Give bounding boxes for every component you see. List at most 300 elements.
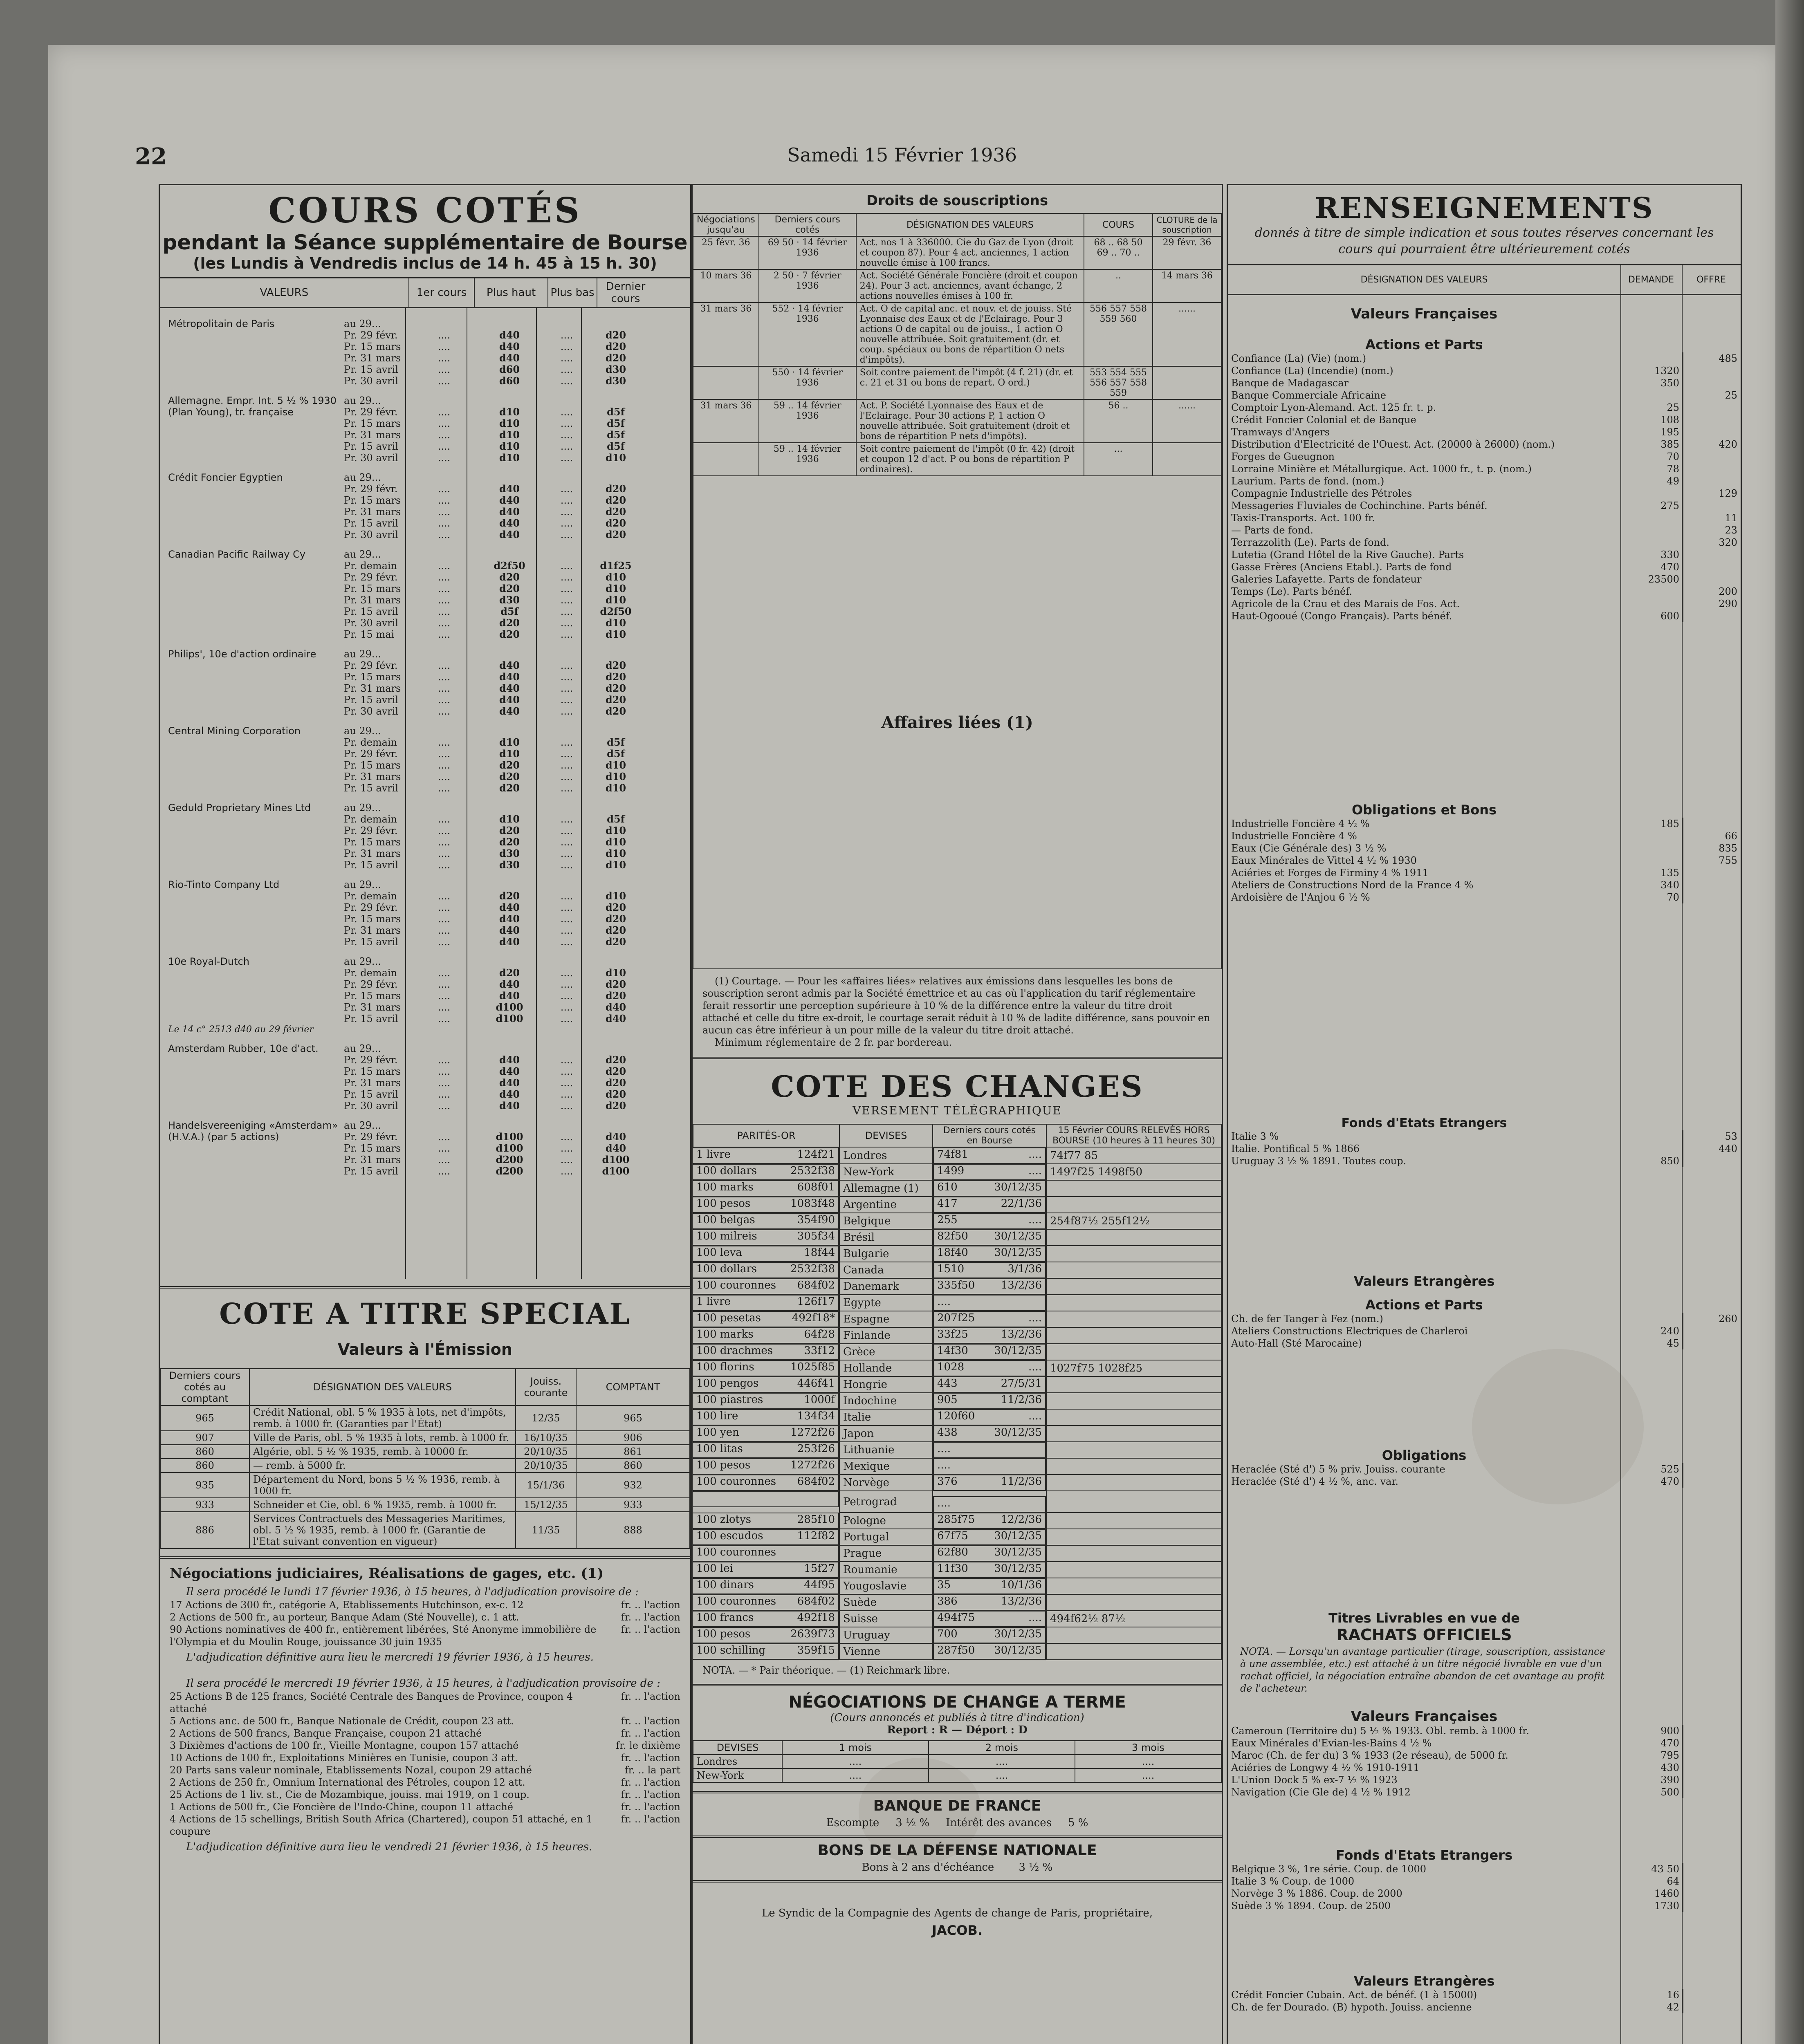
cours-value: 417: [937, 1197, 958, 1210]
renseignement-row: [1228, 1143, 1741, 1155]
change-row: [693, 1180, 1221, 1197]
quote-cell: ....: [560, 452, 573, 464]
quote-cell: d30: [605, 363, 626, 375]
offre-cell: [1683, 879, 1741, 891]
quote-cell: d10: [605, 782, 626, 794]
cours-value: 14f30: [937, 1345, 968, 1357]
cours-date: 30/12/35: [994, 1562, 1042, 1575]
offre-cell: 485: [1683, 352, 1741, 365]
quote-line: [344, 549, 690, 560]
renseignement-row: [1228, 426, 1741, 438]
quote-cell: ....: [560, 694, 573, 706]
quote-line: [344, 341, 690, 352]
demande-cell: 49: [1621, 475, 1683, 487]
parite-cell: [693, 1491, 839, 1507]
quote-cell: Pr. 29 févr.: [344, 483, 398, 495]
dernier-cours-cell: [933, 1496, 1046, 1513]
cours-value: 386: [937, 1595, 958, 1607]
parite-cell: [693, 1278, 839, 1295]
negociation-text: 4 Actions de 15 schellings, British South Africa (Chartered), coupon 51 attaché, en 1 coupure: [170, 1813, 592, 1837]
renseignements-title: RENSEIGNEMENTS: [1315, 191, 1654, 225]
change-row: [693, 1611, 1221, 1627]
definitive-text: L'adjudication définitive aura lieu le mercredi 19 février 1936, à 15 heures.: [186, 1651, 594, 1663]
dernier-cours-cell: [933, 1529, 1046, 1545]
quote-line: [344, 329, 690, 341]
valeur-cell: Haut-Ogooué (Congo Français). Parts bénéf.: [1231, 610, 1452, 622]
quote-lines: [344, 956, 690, 1024]
valeur-cell: Gasse Frères (Anciens Etabl.). Parts de fond: [1231, 561, 1452, 573]
droits-cell: 29 févr. 36: [1153, 236, 1221, 269]
negociation-item: [160, 1813, 690, 1838]
titre-special-row: [160, 1459, 690, 1472]
droits-cell: 2 50 · 7 février 1936: [759, 269, 856, 303]
negociation-price: fr. .. l'action: [621, 1715, 680, 1727]
quote-cell: Pr. 29 févr.: [344, 406, 398, 418]
quote-cell: ....: [560, 441, 573, 452]
valeur-cell: Belgique 3 %, 1re série. Coup. de 1000: [1231, 1863, 1427, 1875]
demande-cell: 385: [1621, 438, 1683, 450]
quote-cell: ....: [560, 617, 573, 629]
titre-special-cell: Crédit National, obl. 5 % 1935 à lots, net d'impôts, remb. à 1000 fr. (Garanties par l'État): [249, 1405, 516, 1431]
quote-cell: d100: [602, 1165, 630, 1177]
quote-cell: d20: [605, 1065, 626, 1077]
grid-line: [405, 308, 406, 1279]
quote-cell: [589, 802, 642, 814]
quote-cell: d10: [499, 736, 520, 748]
parite-unit: 100 piastres: [696, 1394, 763, 1406]
quote-line: [344, 406, 690, 418]
quote-cell: Pr. 15 mars: [344, 418, 401, 429]
devise-cell: Suisse: [839, 1611, 933, 1627]
valeur-cell: Eaux Minérales d'Evian-les-Bains 4 ½ %: [1231, 1737, 1432, 1749]
renseignement-row: [1228, 1786, 1741, 1798]
terme-cell: New-York: [693, 1768, 782, 1782]
change-row: [693, 1425, 1221, 1442]
parite-cell: [693, 1545, 839, 1562]
cours-value: 82f50: [937, 1230, 968, 1242]
parite-unit: 100 pengos: [696, 1377, 759, 1390]
terme-cell: ....: [1075, 1755, 1221, 1768]
quote-cell: Pr. 15 mars: [344, 583, 401, 594]
offre-cell: [1683, 818, 1741, 830]
quote-cell: d20: [605, 705, 626, 717]
dernier-cours-cell: [933, 1327, 1046, 1344]
demande-cell: 390: [1621, 1774, 1683, 1786]
offre-cell: [1683, 1463, 1741, 1475]
parite-value: 2639f73: [790, 1628, 835, 1640]
quote-cell: d40: [499, 329, 520, 341]
offre-cell: [1683, 1887, 1741, 1900]
negociation-text: 10 Actions de 100 fr., Exploitations Minières en Tunisie, coupon 3 att.: [170, 1752, 518, 1764]
parite-unit: 100 litas: [696, 1443, 743, 1455]
quote-cell: ....: [560, 529, 573, 540]
negociation-price: fr. .. la part: [624, 1764, 680, 1776]
quote-cell: ....: [560, 518, 573, 529]
change-row: [693, 1262, 1221, 1278]
quote-cell: d20: [605, 329, 626, 341]
quote-cell: d20: [605, 990, 626, 1002]
negociation-text: 2 Actions de 500 fr., au porteur, Banque Adam (Sté Nouvelle), c. 1 att.: [170, 1611, 519, 1623]
quote-line: [344, 782, 690, 794]
demande-cell: 525: [1621, 1463, 1683, 1475]
quote-cell: ....: [438, 418, 451, 429]
cours-value: 255: [937, 1214, 958, 1226]
cours-date: 30/12/35: [994, 1181, 1042, 1193]
page-number: 22: [135, 143, 167, 170]
quote-cell: d40: [499, 483, 520, 495]
hors-bourse-cell: 494f62½ 87½: [1046, 1611, 1221, 1627]
col-header: DÉSIGNATION DES VALEURS: [856, 213, 1084, 236]
devise-cell: Hollande: [839, 1360, 933, 1376]
col-header: 2 mois: [929, 1741, 1075, 1755]
titre-special-cell: 860: [160, 1459, 249, 1472]
offre-cell: [1683, 1774, 1741, 1786]
quote-line: [344, 429, 690, 441]
offre-cell: [1683, 891, 1741, 903]
quote-cell: [413, 956, 475, 967]
quote-cell: d100: [496, 1001, 523, 1013]
quote-cell: ....: [560, 483, 573, 495]
quote-line: [344, 518, 690, 529]
devise-cell: Italie: [839, 1409, 933, 1425]
hors-bourse-cell: [1046, 1344, 1221, 1360]
quote-line: [344, 583, 690, 594]
droits-cell: [1153, 366, 1221, 399]
change-row: [693, 1545, 1221, 1562]
renseignement-row: [1228, 1130, 1741, 1143]
rachats-nota: NOTA. — Lorsqu'un avantage particulier (tirage, souscription, assistance à une assemblée, etc.) est attaché à un titre négocié livrable en vue d'un rachat officiel, la négociation entraîne abandon de cet avantage au profit de l'acheteur.: [1240, 1646, 1605, 1694]
quote-cell: Pr. 15 avril: [344, 606, 399, 617]
droits-table: [693, 213, 1222, 969]
cours-date: 11/2/36: [1001, 1394, 1042, 1406]
cours-cotes-subtitle: pendant la Séance supplémentaire de Bourse: [162, 231, 688, 254]
col-header: Négociations jusqu'au: [693, 213, 759, 236]
parite-cell: [693, 1529, 839, 1545]
signature-name: JACOB.: [932, 1923, 983, 1938]
negociation-item: [160, 1727, 690, 1739]
offre-cell: [1683, 561, 1741, 573]
quote-cell: ....: [438, 814, 451, 825]
quote-line: [344, 606, 690, 617]
quote-cell: d20: [605, 1077, 626, 1089]
quote-lines: [344, 318, 690, 387]
parite-cell: [693, 1442, 839, 1458]
droits-cell: 56 ..: [1084, 399, 1153, 443]
parite-cell: [693, 1393, 839, 1409]
parite-unit: 100 pesos: [696, 1628, 751, 1640]
quote-cell: ....: [438, 771, 451, 782]
valeur-cell: Heraclée (Sté d') 4 ½ %, anc. var.: [1231, 1476, 1398, 1487]
parite-value: 33f12: [804, 1345, 835, 1357]
quote-cell: d10: [605, 847, 626, 859]
cours-value: 67f75: [937, 1530, 968, 1542]
valeur-name: Philips', 10e d'action ordinaire: [168, 648, 316, 660]
quote-cell: Pr. 15 avril: [344, 936, 399, 948]
negociation-item: [160, 1715, 690, 1727]
quote-cell: [413, 725, 475, 737]
droits-cell: Act. Société Générale Foncière (droit et coupon 24). Pour 3 act. anciennes, avant échange, 2 actions nouvelles émises à 100 fr.: [856, 269, 1084, 303]
offre-cell: [1683, 1989, 1741, 2001]
cours-cotes-section: [160, 395, 690, 464]
quote-cell: ....: [560, 495, 573, 506]
titre-special-cell: 886: [160, 1512, 249, 1549]
col-header: COURS: [1084, 213, 1153, 236]
quote-cell: ....: [438, 629, 451, 640]
demande-cell: 43 50: [1621, 1863, 1683, 1875]
demande-cell: [1621, 598, 1683, 610]
quote-cell: [589, 725, 642, 737]
valeur-name: Handelsvereeniging «Amsterdam» (H.V.A.) (par 5 actions): [168, 1120, 338, 1143]
quote-line: [344, 375, 690, 387]
cours-date: 13/2/36: [1001, 1279, 1042, 1291]
valeur-cell: Eaux (Cie Générale des) 3 ½ %: [1231, 843, 1387, 854]
quote-cell: d40: [499, 517, 520, 529]
parite-unit: 100 couronnes: [696, 1595, 776, 1607]
valeur-cell: Ateliers Constructions Electriques de Charleroi: [1231, 1325, 1468, 1337]
quote-cell: ....: [438, 737, 451, 748]
renseignement-row: [1228, 1774, 1741, 1786]
parite-cell: [693, 1627, 839, 1643]
demande-cell: 340: [1621, 879, 1683, 891]
quote-cell: ....: [438, 967, 451, 979]
cours-cotes-header: [160, 277, 690, 308]
titre-special-row: [160, 1472, 690, 1498]
parite-value: 18f44: [804, 1246, 835, 1259]
parite-cell: [693, 1360, 839, 1376]
titre-special-cell: Services Contractuels des Messageries Maritimes, obl. 5 ½ % 1935, remb. à 1000 fr. (Garantie de l'Etat suivant convention en vigueur): [249, 1512, 516, 1549]
bons-value: 3 ½ %: [1019, 1861, 1053, 1874]
dernier-cours-cell: [933, 1164, 1046, 1180]
quote-cell: d40: [605, 1142, 626, 1154]
offre-cell: 25: [1683, 389, 1741, 401]
negociation-price: fr. .. l'action: [621, 1752, 680, 1764]
col-header: DÉSIGNATION DES VALEURS: [1360, 274, 1488, 285]
quote-cell: d40: [499, 990, 520, 1002]
titre-special-cell: 11/35: [516, 1512, 576, 1549]
renseignement-row: [1228, 512, 1741, 524]
cours-cotes-title: COURS COTÉS: [268, 190, 582, 231]
offre-cell: 320: [1683, 536, 1741, 549]
quote-cell: d20: [605, 682, 626, 694]
quote-cell: d10: [499, 406, 520, 418]
parite-cell: [693, 1164, 839, 1180]
quote-cell: [413, 395, 475, 406]
parite-cell: [693, 1643, 839, 1660]
quote-cell: Pr. 15 mars: [344, 1143, 401, 1154]
negociation-text: 25 Actions B de 125 francs, Société Centrale des Banques de Province, coupon 4 attaché: [170, 1691, 573, 1715]
terme-title: NÉGOCIATIONS DE CHANGE A TERME: [788, 1693, 1126, 1712]
valeur-name: Amsterdam Rubber, 10e d'act.: [168, 1043, 319, 1054]
demande-cell: [1621, 585, 1683, 598]
cours-cotes-body: [160, 308, 690, 1279]
quote-cell: [475, 1043, 544, 1054]
quote-cell: Pr. 30 avril: [344, 375, 399, 387]
droits-cell: ...: [1084, 443, 1153, 476]
quote-line: [344, 990, 690, 1002]
negociation-item: [160, 1764, 690, 1776]
column-droits-changes: [691, 184, 1223, 2044]
terme-row: [693, 1755, 1221, 1768]
quote-line: [344, 967, 690, 979]
quote-cell: d40: [605, 1013, 626, 1024]
signature-text: Le Syndic de la Compagnie des Agents de change de Paris, propriétaire,: [762, 1907, 1153, 1919]
cours-value: 120f60: [937, 1410, 975, 1422]
demande-cell: [1621, 536, 1683, 549]
quote-line: [344, 913, 690, 925]
quote-cell: ....: [560, 990, 573, 1002]
cours-cotes-section: [160, 648, 690, 717]
titre-special-cell: 965: [576, 1405, 690, 1431]
cours-date: 30/12/35: [994, 1530, 1042, 1542]
quote-line: [344, 529, 690, 540]
valeur-cell: Banque de Madagascar: [1231, 377, 1349, 389]
offre-cell: [1683, 1875, 1741, 1887]
quote-cell: ....: [438, 429, 451, 441]
banque-title: BANQUE DE FRANCE: [873, 1797, 1041, 1814]
titre-special-cell: Algérie, obl. 5 ½ % 1935, remb. à 10000 fr.: [249, 1445, 516, 1459]
negociation-item: [160, 1690, 690, 1715]
renseignements-list: [1228, 1313, 1741, 1349]
change-row: [693, 1442, 1221, 1458]
parite-unit: 100 dollars: [696, 1165, 757, 1177]
quote-line: [344, 771, 690, 782]
changes-title: COTE DES CHANGES: [771, 1069, 1144, 1104]
quote-cell: Pr. demain: [344, 890, 397, 902]
parite-value: 446f41: [797, 1377, 835, 1390]
hors-bourse-cell: [1046, 1295, 1221, 1311]
quote-cell: ....: [438, 1131, 451, 1143]
quote-cell: d20: [605, 352, 626, 364]
quote-cell: d100: [496, 1013, 523, 1024]
quote-cell: Pr. 15 mars: [344, 913, 401, 925]
cours-value: ....: [937, 1459, 951, 1471]
devise-cell: Lithuanie: [839, 1442, 933, 1458]
offre-cell: [1683, 1725, 1741, 1737]
parite-cell: [693, 1311, 839, 1327]
renseignement-row: [1228, 818, 1741, 830]
section-heading: Obligations: [1382, 1448, 1467, 1463]
grid-line: [1620, 265, 1621, 2044]
renseignement-row: [1228, 1762, 1741, 1774]
offre-cell: [1683, 1737, 1741, 1749]
quote-cell: ....: [560, 1077, 573, 1089]
quote-lines: [344, 802, 690, 871]
cours-cotes-section: [160, 725, 690, 794]
quote-cell: ....: [560, 913, 573, 925]
terme-cell: ....: [929, 1755, 1075, 1768]
valeur-cell: Terrazzolith (Le). Parts de fond.: [1231, 537, 1389, 548]
negociation-text: 17 Actions de 300 fr., catégorie A, Etablissements Hutchinson, ex-c. 12: [170, 1599, 524, 1611]
valeur-cell: Confiance (La) (Vie) (nom.): [1231, 353, 1366, 364]
dernier-cours-cell: [933, 1262, 1046, 1278]
devise-cell: Roumanie: [839, 1562, 933, 1578]
quote-cell: d20: [605, 1088, 626, 1100]
quote-cell: au 29...: [344, 318, 381, 329]
quote-cell: ....: [438, 617, 451, 629]
quote-cell: d20: [499, 628, 520, 640]
hors-bourse-cell: 1027f75 1028f25: [1046, 1360, 1221, 1376]
hors-bourse-cell: [1046, 1180, 1221, 1197]
droits-cell: Act. O de capital anc. et nouv. et de jouiss. Sté Lyonnaise des Eaux et de l'Eclairage. Pour 3 actions O de capital ou de jouiss., 1 action O nouvelle attribuée. Soit gratuitement (dr. et coup. spéciaux ou bons de répartition O nets d'impôts).: [856, 303, 1084, 366]
hors-bourse-cell: [1046, 1246, 1221, 1262]
negociations-list-1: [160, 1599, 690, 1648]
quote-cell: ....: [438, 760, 451, 771]
droits-cell: 31 mars 36: [693, 399, 759, 443]
quote-cell: d5f: [607, 417, 625, 429]
col-header: COMPTANT: [576, 1369, 690, 1405]
quote-line: [344, 694, 690, 706]
droits-row: [693, 399, 1221, 443]
quote-cell: d20: [605, 671, 626, 683]
quote-cell: Pr. 15 avril: [344, 1165, 399, 1177]
renseignement-row: [1228, 1989, 1741, 2001]
quote-line: [344, 979, 690, 990]
cours-date: 30/12/35: [994, 1644, 1042, 1656]
quote-cell: d20: [605, 978, 626, 990]
quote-cell: [475, 725, 544, 737]
quote-cell: d40: [499, 978, 520, 990]
change-row: [693, 1278, 1221, 1295]
valeur-cell: — Parts de fond.: [1231, 524, 1314, 536]
renseignement-row: [1228, 401, 1741, 414]
quote-cell: ....: [438, 1100, 451, 1112]
quote-cell: d10: [605, 967, 626, 979]
devise-cell: Portugal: [839, 1529, 933, 1545]
change-row: [693, 1475, 1221, 1491]
quote-cell: [475, 802, 544, 814]
titre-special-subtitle: Valeurs à l'Émission: [338, 1340, 512, 1358]
quote-cell: d10: [605, 759, 626, 771]
negociation-text: 2 Actions de 500 francs, Banque Française, coupon 21 attaché: [170, 1728, 482, 1739]
section-heading: Fonds d'Etats Etrangers: [1335, 1847, 1513, 1863]
quote-cell: ....: [438, 694, 451, 706]
terme-legend: Report : R — Déport : D: [887, 1724, 1028, 1736]
titre-special-cell: Ville de Paris, obl. 5 % 1935 à lots, remb. à 1000 fr.: [249, 1431, 516, 1445]
droits-cell: 552 · 14 février 1936: [759, 303, 856, 366]
quote-cell: d20: [605, 1100, 626, 1112]
hors-bourse-cell: [1046, 1278, 1221, 1295]
quote-cell: ....: [438, 890, 451, 902]
quote-cell: ....: [560, 1054, 573, 1066]
negociation-text: 90 Actions nominatives de 400 fr., entièrement libérées, Sté Anonyme immobilière de l'Olympia et du Moulin Rouge, jouissance 30 juin 1935: [170, 1624, 597, 1647]
quote-cell: ....: [438, 329, 451, 341]
offre-cell: [1683, 2001, 1741, 2013]
parite-unit: 100 couronnes: [696, 1546, 776, 1558]
quote-cell: d10: [499, 452, 520, 464]
quote-cell: ....: [560, 594, 573, 606]
renseignement-row: [1228, 1313, 1741, 1325]
offre-cell: 420: [1683, 438, 1741, 450]
quote-cell: ....: [560, 737, 573, 748]
offre-cell: [1683, 463, 1741, 475]
quote-cell: Pr. 15 mars: [344, 760, 401, 771]
offre-cell: [1683, 1749, 1741, 1762]
devise-cell: Bulgarie: [839, 1246, 933, 1262]
parite-unit: 100 pesetas: [696, 1312, 761, 1324]
quote-cell: ....: [560, 925, 573, 936]
bons-title: BONS DE LA DÉFENSE NATIONALE: [817, 1842, 1097, 1859]
quote-cell: d20: [605, 1054, 626, 1066]
quote-line: [344, 859, 690, 871]
titre-special-cell: 935: [160, 1472, 249, 1498]
quote-cell: [544, 725, 589, 737]
quote-cell: d40: [499, 341, 520, 352]
quote-cell: ....: [560, 848, 573, 859]
changes-table: [693, 1124, 1222, 1660]
quote-line: [344, 936, 690, 948]
quote-cell: ....: [438, 782, 451, 794]
quote-cell: d10: [605, 594, 626, 606]
